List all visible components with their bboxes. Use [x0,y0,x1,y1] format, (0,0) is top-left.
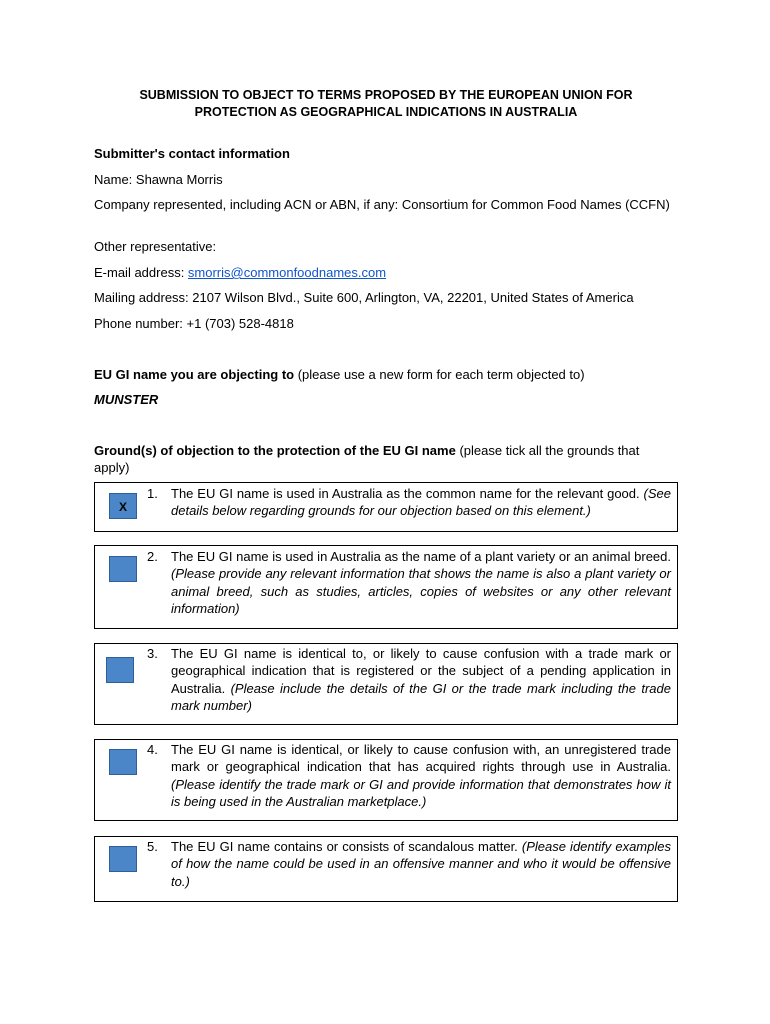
ground-checkbox-1[interactable] [109,493,137,519]
ground-text [171,741,671,810]
contact-other-representative: Other representative: [94,239,217,254]
ground-option-2 [94,545,678,629]
ground-text [171,838,671,890]
title-line-2: PROTECTION AS GEOGRAPHICAL INDICATIONS IN AUSTRALIA [194,105,578,119]
gi-name-value: MUNSTER [94,392,159,407]
contact-email [94,264,678,281]
ground-number: 2. [147,549,158,564]
ground-note: (See details below regarding grounds for our objection based on this element.) [171,486,671,519]
gi-heading [94,366,678,383]
contact-heading: Submitter's contact information [94,146,290,161]
ground-option-5 [94,836,678,902]
ground-checkbox-5[interactable] [109,846,137,872]
contact-company: Company represented, including ACN or ABN, if any: Consortium for Common Food Names (CCFN) [94,197,670,212]
ground-note: (Please identify examples of how the name could be used in an offensive manner and who it would be offensive to.) [171,839,671,889]
ground-note: (Please identify the trade mark or GI and provide information that demonstrates how it is being used in the Australian marketplace.) [171,776,671,809]
checkbox-mark: X [118,500,127,514]
ground-option-1 [94,482,678,532]
ground-checkbox-3[interactable] [106,657,134,683]
ground-number: 3. [147,646,158,661]
ground-option-3 [94,643,678,725]
grounds-heading [94,442,678,476]
ground-number: 4. [147,742,158,757]
gi-heading-label: EU GI name you are objecting to [94,367,295,382]
ground-text [171,645,671,714]
ground-option-4 [94,739,678,821]
ground-checkbox-4[interactable] [109,749,137,775]
title-line-1: SUBMISSION TO OBJECT TO TERMS PROPOSED BY THE EUROPEAN UNION FOR [139,88,633,102]
ground-note: (Please include the details of the GI or the trade mark including the trade mark number) [171,680,671,713]
ground-statement: The EU GI name is used in Australia as the common name for the relevant good. [171,486,640,501]
ground-statement: The EU GI name is identical to, or likely to cause confusion with a trade mark or geographical indication that is registered or the subject of a pending application in Australia. [171,646,671,696]
ground-statement: The EU GI name is identical, or likely to cause confusion with, an unregistered trade mark or geographical indication that has acquired rights through use in Australia. [171,742,671,775]
gi-heading-note: (please use a new form for each term objected to) [294,367,585,382]
ground-number: 1. [147,486,158,501]
ground-statement: The EU GI name contains or consists of scandalous matter. [171,839,518,854]
email-link[interactable]: smorris@commonfoodnames.com [187,265,387,280]
ground-number: 5. [147,839,158,854]
contact-name: Name: Shawna Morris [94,172,223,187]
page-title [94,87,678,121]
grounds-heading-label: Ground(s) of objection to the protection of the EU GI name [94,443,456,458]
ground-statement: The EU GI name is used in Australia as the name of a plant variety or an animal breed. [171,549,671,564]
grounds-heading-note: (please tick all the grounds that apply) [94,443,640,475]
ground-text [171,485,671,520]
ground-checkbox-2[interactable] [109,556,137,582]
ground-text [171,548,671,617]
contact-phone: Phone number: +1 (703) 528-4818 [94,316,294,331]
contact-mailing-address: Mailing address: 2107 Wilson Blvd., Suite 600, Arlington, VA, 22201, United States of America [94,290,634,305]
email-label: E-mail address: [94,265,188,280]
ground-note: (Please provide any relevant information that shows the name is also a plant variety or animal breed, such as studies, articles, copies of websites or any other relevant information) [171,566,671,616]
